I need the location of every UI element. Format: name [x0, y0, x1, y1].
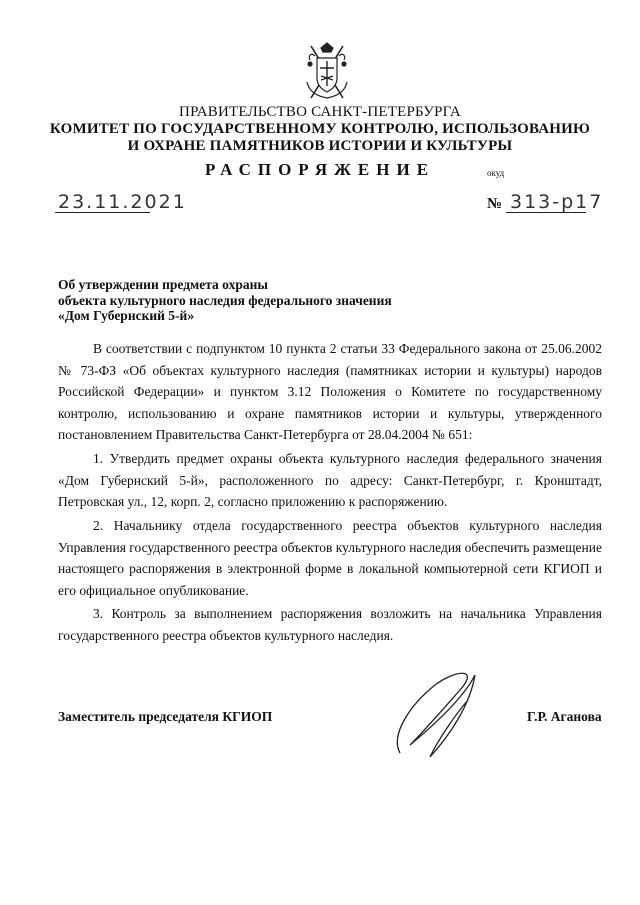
document-subject: [58, 277, 392, 324]
signatory-position: Заместитель председателя КГИОП: [58, 709, 273, 724]
committee-title-line1: КОМИТЕТ ПО ГОСУДАРСТВЕННОМУ КОНТРОЛЮ, ИСПОЛЬЗОВАНИЮ: [49, 121, 591, 137]
saint-petersburg-coat-of-arms-icon: [303, 42, 351, 102]
number-prefix: №: [487, 196, 503, 212]
clause-2-paragraph: 2. Начальнику отдела государственного реестра объектов культурного наследия Управления государственного реестра объектов культурного наследия обеспечить размещение настоящего распоряжения в электронной форме в локальной компьютерной сети КГИОП и его официальное опубликование.: [58, 518, 602, 598]
subject-line1: Об утверждении предмета охраны: [58, 277, 268, 292]
clause-1-paragraph: 1. Утвердить предмет охраны объекта культурного наследия федерального значения «Дом Губернский 5-й», расположенного по адресу: Санкт-Петербург, г. Кронштадт, Петровская ул., 12, корп. 2, согласно приложению к распоряжению.: [58, 451, 602, 509]
okud-label: окуд: [487, 168, 505, 178]
signatory-name: Г.Р. Аганова: [527, 709, 602, 724]
number-underline: [506, 212, 586, 213]
government-title: ПРАВИТЕЛЬСТВО САНКТ-ПЕТЕРБУРГА: [179, 104, 461, 120]
preamble-paragraph: В соответствии с подпунктом 10 пункта 2 статьи 33 Федерального закона от 25.06.2002 № 73-ФЗ «Об объектах культурного наследия (памятниках истории и культуры) народов Российской Федерации» и пунктом 3.12 Положения о Комитете по государственному контролю, использованию и охране памятников истории и культуры, утвержденного постановлением Правительства Санкт-Петербурга от 28.04.2004 № 651:: [58, 341, 602, 442]
document-date: 23.11.2021: [58, 191, 187, 213]
subject-line2: объекта культурного наследия федерального значения: [58, 292, 392, 308]
date-underline: [55, 212, 150, 213]
handwritten-signature: [380, 665, 490, 765]
subject-line3: «Дом Губернский 5-й»: [58, 308, 195, 323]
committee-title-line2: И ОХРАНЕ ПАМЯТНИКОВ ИСТОРИИ И КУЛЬТУРЫ: [127, 138, 513, 154]
document-number: 313-р17: [510, 191, 604, 213]
clause-3-paragraph: 3. Контроль за выполнением распоряжения возложить на начальника Управления государственного реестра объектов культурного наследия.: [58, 606, 602, 643]
document-type: РАСПОРЯЖЕНИЕ: [204, 160, 436, 179]
